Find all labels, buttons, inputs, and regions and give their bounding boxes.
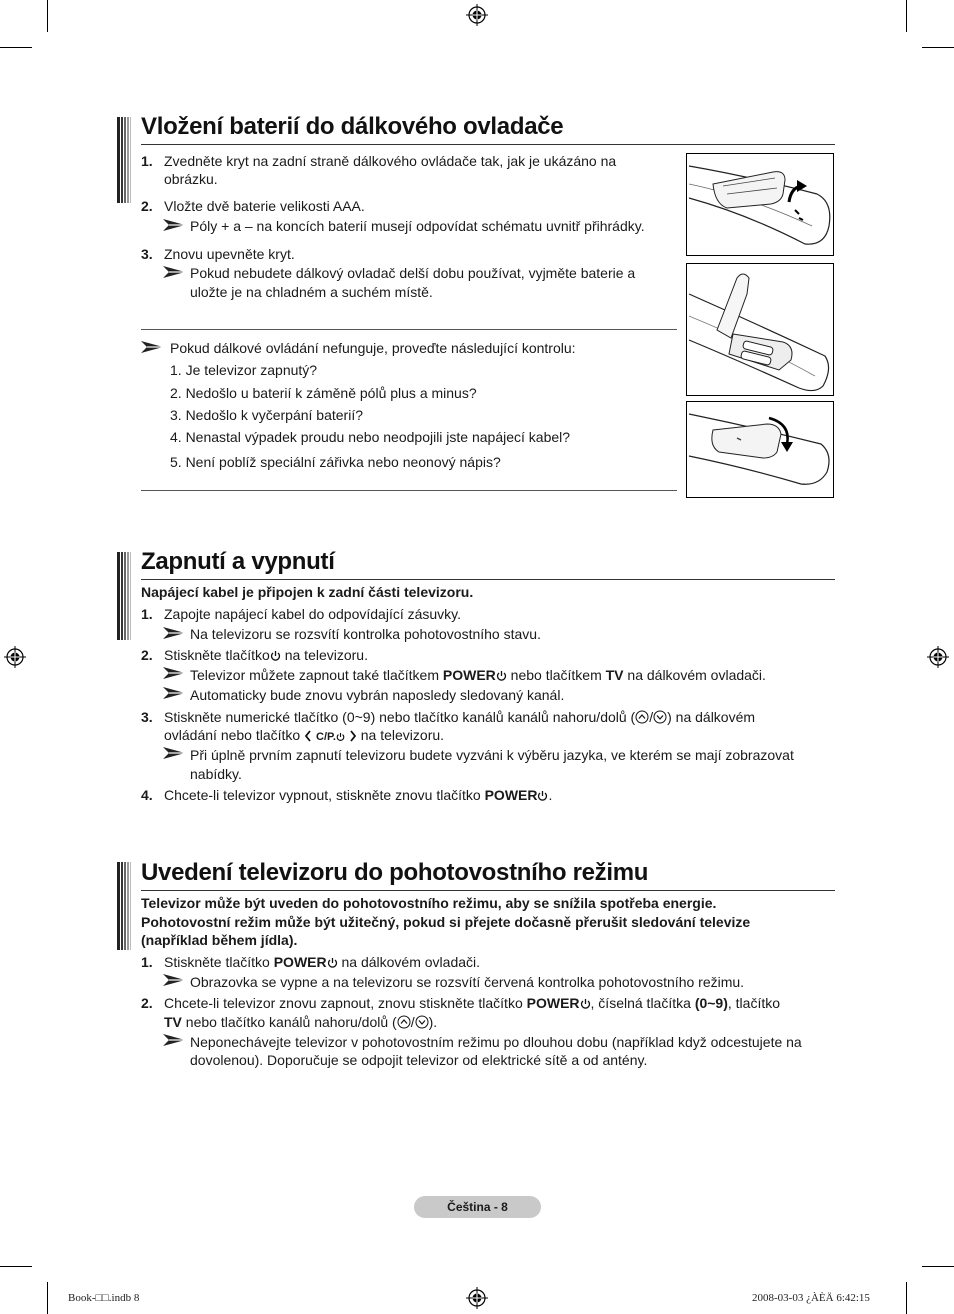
- channel-up-icon: [397, 1015, 411, 1029]
- step-number: 1.: [141, 153, 153, 169]
- crop-mark: [922, 47, 954, 48]
- chevron-left-icon: [304, 730, 312, 742]
- note-text: Automaticky bude znovu vybrán naposledy sledovaný kanál.: [190, 687, 565, 703]
- section-divider: [141, 890, 835, 891]
- power-icon: [537, 790, 548, 802]
- note-arrow-icon: [163, 219, 185, 231]
- power-icon: [580, 998, 591, 1010]
- registration-mark-icon: [4, 646, 26, 668]
- step-text: Stiskněte numerické tlačítko (0~9) nebo tlačítko kanálů kanálů nahoru/dolů ( / ) na dálkovém: [164, 709, 756, 725]
- section-title-power: Zapnutí a vypnutí: [141, 548, 335, 575]
- crop-mark: [0, 1266, 32, 1267]
- section-marker: [117, 552, 131, 640]
- check-item: 2. Nedošlo u baterií k záměně pólů plus a minus?: [170, 385, 477, 401]
- channel-down-icon: [415, 1015, 429, 1029]
- note-text: nabídky.: [190, 766, 242, 782]
- registration-mark-icon: [466, 4, 488, 26]
- section-intro: (například během jídla).: [141, 932, 298, 948]
- note-arrow-icon: [163, 266, 185, 278]
- channel-down-icon: [653, 710, 667, 724]
- section-title-batteries: Vložení baterií do dálkového ovladače: [141, 113, 564, 140]
- section-divider: [141, 144, 835, 145]
- note-text: Televizor můžete zapnout také tlačítkem POWER nebo tlačítkem TV na dálkovém ovladači.: [190, 667, 766, 683]
- note-arrow-icon: [163, 747, 185, 759]
- section-intro: Televizor může být uveden do pohotovostního režimu, aby se snížila spotřeba energie.: [141, 895, 717, 911]
- step-text: obrázku.: [164, 171, 218, 187]
- check-item: 1. Je televizor zapnutý?: [170, 362, 318, 378]
- section-intro: Napájecí kabel je připojen k zadní části televizoru.: [141, 584, 474, 600]
- check-item: 4. Nenastal výpadek proudu nebo neodpojili jste napájecí kabel?: [170, 429, 571, 445]
- note-text: Obrazovka se vypne a na televizoru se rozsvítí červená kontrolka pohotovostního režimu.: [190, 974, 745, 990]
- note-arrow-icon: [163, 687, 185, 699]
- section-marker: [117, 117, 131, 203]
- step-text: Stiskněte tlačítko POWER na dálkovém ovladači.: [164, 954, 481, 970]
- check-item: 5. Není poblíž speciální zářivka nebo neonový nápis?: [170, 454, 501, 470]
- note-arrow-icon: [163, 1034, 185, 1046]
- remote-battery-illustration: [686, 401, 834, 498]
- crop-mark: [906, 1282, 907, 1314]
- step-number: 2.: [141, 995, 153, 1011]
- step-text: Znovu upevněte kryt.: [164, 246, 295, 262]
- note-text: Na televizoru se rozsvítí kontrolka pohotovostního stavu.: [190, 626, 541, 642]
- step-text: Zapojte napájecí kabel do odpovídající zásuvky.: [164, 606, 462, 622]
- section-marker: [117, 862, 131, 950]
- note-text: Póly + a – na koncích baterií musejí odpovídat schématu uvnitř přihrádky.: [190, 218, 645, 234]
- power-icon: [496, 670, 507, 682]
- note-arrow-icon: [163, 667, 185, 679]
- note-arrow-icon: [163, 627, 185, 639]
- registration-mark-icon: [466, 1287, 488, 1309]
- note-text: dovolenou). Doporučuje se odpojit televizor od elektrické sítě a od antény.: [190, 1052, 648, 1068]
- channel-up-icon: [635, 710, 649, 724]
- check-item: 3. Nedošlo k vyčerpání baterií?: [170, 407, 363, 423]
- step-text: Vložte dvě baterie velikosti AAA.: [164, 198, 365, 214]
- section-divider: [141, 579, 835, 580]
- section-title-standby: Uvedení televizoru do pohotovostního režimu: [141, 859, 649, 886]
- step-text: TV nebo tlačítko kanálů nahoru/dolů ( / ).: [164, 1014, 438, 1030]
- crop-mark: [0, 47, 32, 48]
- note-text: Při úplně prvním zapnutí televizoru budete vyzváni k výběru jazyka, ve kterém se mají zobrazovat: [190, 747, 794, 763]
- crop-mark: [922, 1266, 954, 1267]
- step-number: 3.: [141, 709, 153, 725]
- power-icon: [270, 650, 281, 662]
- check-box-top-rule: [141, 329, 677, 330]
- chevron-right-icon: [349, 730, 357, 742]
- note-text: Pokud nebudete dálkový ovladač delší dobu používat, vyjměte baterie a: [190, 265, 636, 281]
- step-number: 1.: [141, 606, 153, 622]
- note-arrow-icon: [141, 341, 163, 353]
- registration-mark-icon: [927, 646, 949, 668]
- step-number: 2.: [141, 647, 153, 663]
- crop-mark: [47, 0, 48, 32]
- step-number: 1.: [141, 954, 153, 970]
- step-text: Chcete-li televizor vypnout, stiskněte znovu tlačítko POWER .: [164, 787, 553, 803]
- power-icon: [327, 957, 338, 969]
- section-intro: Pohotovostní režim může být užitečný, pokud si přejete dočasně přerušit sledování televize: [141, 914, 751, 930]
- step-number: 2.: [141, 198, 153, 214]
- remote-battery-illustration: [686, 153, 834, 256]
- step-text: ovládání nebo tlačítko C/P. na televizoru.: [164, 727, 445, 743]
- page-number-label: Čeština - 8: [414, 1196, 541, 1218]
- crop-mark: [906, 0, 907, 32]
- check-intro: Pokud dálkové ovládání nefunguje, proveďte následující kontrolu:: [170, 340, 576, 356]
- note-text: Neponechávejte televizor v pohotovostním režimu po dlouhou dobu (například když odcestujete na: [190, 1034, 802, 1050]
- check-box-bottom-rule: [141, 490, 677, 491]
- footer-timestamp: 2008-03-03 ¿ÀÈÄ 6:42:15: [752, 1292, 870, 1304]
- step-number: 4.: [141, 787, 153, 803]
- step-text: Stiskněte tlačítko na televizoru.: [164, 647, 368, 663]
- crop-mark: [47, 1282, 48, 1314]
- note-text: uložte je na chladném a suchém místě.: [190, 284, 433, 300]
- footer-file-name: Book-□□.indb 8: [68, 1292, 140, 1304]
- power-icon: [336, 732, 345, 742]
- step-text: Chcete-li televizor znovu zapnout, znovu stiskněte tlačítko POWER , číselná tlačítka (0~9), tlačítko: [164, 995, 781, 1011]
- step-number: 3.: [141, 246, 153, 262]
- note-arrow-icon: [163, 974, 185, 986]
- remote-battery-illustration: [686, 263, 834, 396]
- step-text: Zvedněte kryt na zadní straně dálkového ovládače tak, jak je ukázáno na: [164, 153, 617, 169]
